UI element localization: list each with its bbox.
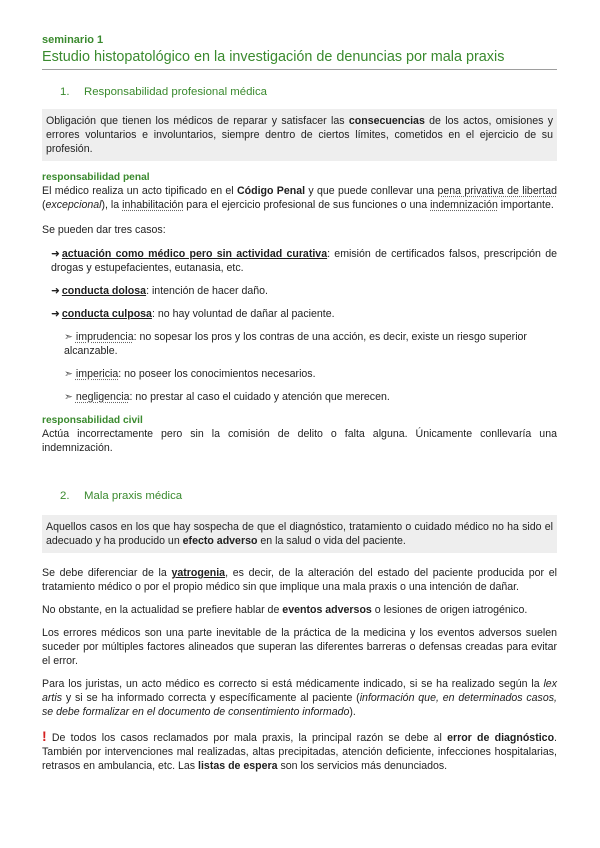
subcase-term: impericia	[75, 368, 119, 380]
text: información que, en determinados casos, se debe formalizar en el documento de consentimiento informado	[42, 692, 557, 718]
penal-heading: responsabilidad penal	[42, 172, 150, 183]
case-item	[51, 247, 557, 275]
section-2-title: Mala praxis médica	[84, 490, 183, 502]
section-1-number: 1.	[60, 86, 70, 98]
subcase-item	[64, 390, 557, 404]
warning-icon: !	[42, 728, 47, 744]
arrow-icon: ➜	[51, 248, 60, 260]
civil-paragraph: Actúa incorrectamente pero sin la comisión de delito o falta alguna. Únicamente conllevaría una indemnización.	[42, 428, 557, 454]
text: ), la	[101, 199, 123, 211]
text: para el ejercicio profesional de sus funciones o una	[183, 199, 431, 211]
case-term: actuación como médico pero sin actividad curativa	[61, 248, 328, 260]
text: importante.	[497, 199, 554, 211]
term: yatrogenia	[171, 567, 226, 579]
text: Se debe diferenciar de la	[42, 567, 172, 579]
jurists-paragraph	[42, 677, 557, 719]
title-divider	[42, 69, 557, 70]
case-term: conducta culposa	[61, 308, 152, 320]
section-2-number: 2.	[60, 490, 70, 502]
term: Código Penal	[236, 185, 306, 197]
section-2-heading	[42, 489, 557, 503]
triangle-bullet-icon: ➣	[64, 331, 73, 343]
subcase-item	[64, 330, 557, 358]
subcase-term: imprudencia	[75, 331, 134, 343]
definition-text: de los actos, omisiones y errores voluntarios e involuntarios, siempre dentro de ciertos límites, cometidos en el ejercicio de su profesión.	[46, 115, 554, 155]
arrow-icon: ➜	[51, 285, 60, 297]
text: son los servicios más denunciados.	[277, 760, 448, 772]
text: o lesiones de origen iatrogénico.	[371, 604, 528, 616]
triangle-bullet-icon: ➣	[64, 368, 73, 380]
section-1-title: Responsabilidad profesional médica	[84, 86, 267, 98]
penal-paragraph	[42, 184, 557, 212]
section-1-heading	[42, 85, 557, 99]
triangle-bullet-icon: ➣	[64, 391, 73, 403]
term: inhabilitación	[122, 199, 184, 211]
text: y si se ha informado correcta y específicamente al paciente (	[62, 692, 360, 704]
definition-text: en la salud o vida del paciente.	[257, 535, 406, 547]
text: De todos los casos reclamados por mala praxis, la principal razón se debe al	[46, 732, 448, 744]
definition-text: Aquellos casos en los que hay sospecha de que el diagnóstico, tratamiento o cuidado médico no ha sido el adecuado y ha producido un	[46, 521, 553, 547]
term: error de diagnóstico	[447, 732, 555, 744]
seminar-label: seminario 1	[42, 34, 104, 46]
definition-text: Obligación que tienen los médicos de reparar y satisfacer las	[46, 115, 349, 127]
case-item	[51, 284, 557, 298]
definition-term: efecto adverso	[182, 535, 258, 547]
subcase-text: : no sopesar los pros y los contras de una acción, es decir, existe un riesgo superior alcanzable.	[64, 331, 527, 357]
text: No obstante, en la actualidad se prefiere hablar de	[42, 604, 283, 616]
cases-intro: Se pueden dar tres casos:	[42, 224, 166, 236]
case-text: : no hay voluntad de dañar al paciente.	[151, 308, 335, 320]
diagnosis-paragraph	[42, 729, 557, 773]
document-page	[42, 34, 557, 773]
text: (	[42, 199, 46, 211]
text: . También por intervenciones mal realizadas, altas precipitadas, atención deficiente, infecciones hospitalarias, retrasos en ambulancia, etc. Las	[42, 732, 557, 772]
text: Para los juristas, un acto médico es correcto si está médicamente indicado, si se ha realizado según la	[42, 678, 544, 690]
page-title: Estudio histopatológico en la investigación de denuncias por mala praxis	[42, 49, 505, 65]
term: excepcional	[45, 199, 102, 211]
term: indemnización	[430, 199, 498, 211]
text: y que puede conllevar una	[305, 185, 438, 197]
subcase-text: : no prestar al caso el cuidado y atención que merecen.	[129, 391, 390, 403]
text: , es decir, de la alteración del estado del paciente producida por el tratamiento médico o por el propio médico sin que implique una mala praxis o una intención de dañar.	[42, 567, 558, 593]
subcase-item	[64, 367, 557, 381]
text: ).	[349, 706, 356, 718]
arrow-icon: ➜	[51, 308, 60, 320]
definition-box	[42, 109, 557, 161]
term: listas de espera	[198, 760, 278, 772]
case-item	[51, 307, 557, 321]
errors-paragraph: Los errores médicos son una parte inevitable de la práctica de la medicina y los eventos adversos suelen suceder por múltiples factores alineados que superan las diferentes barreras o defensas creadas para evitar el error.	[42, 627, 557, 667]
term: pena privativa de libertad	[437, 185, 557, 197]
civil-heading: responsabilidad civil	[42, 415, 143, 426]
adverse-events-paragraph	[42, 603, 557, 617]
case-text: : intención de hacer daño.	[146, 285, 268, 297]
case-term: conducta dolosa	[61, 285, 147, 297]
malpractice-definition-box	[42, 515, 557, 553]
text: El médico realiza un acto tipificado en el	[42, 185, 237, 197]
term: eventos adversos	[282, 604, 372, 616]
definition-term: consecuencias	[348, 115, 425, 127]
term: lex artis	[42, 678, 557, 704]
subcase-text: : no poseer los conocimientos necesarios.	[118, 368, 316, 380]
yatrogenia-paragraph	[42, 566, 557, 594]
case-text: : emisión de certificados falsos, prescripción de drogas y estupefacientes, eutanasia, etc.	[51, 248, 557, 274]
subcase-term: negligencia	[75, 391, 130, 403]
